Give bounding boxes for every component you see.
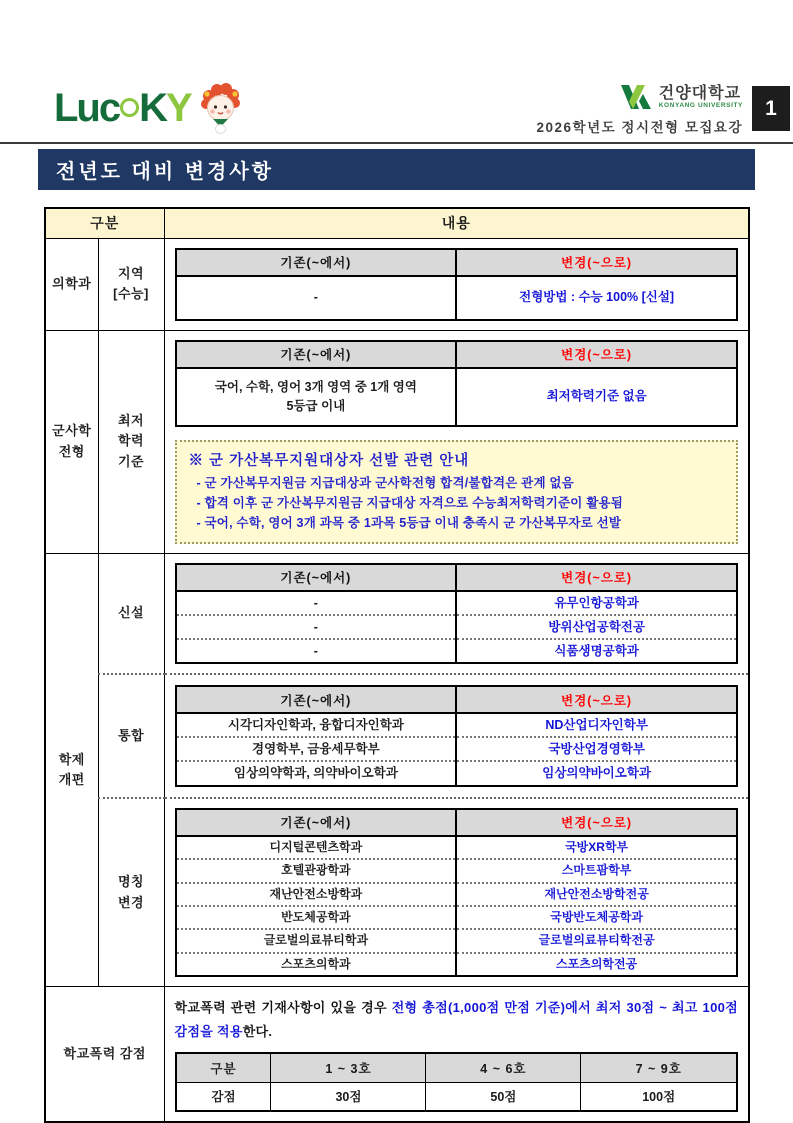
penalty-value: 100점 xyxy=(581,1082,737,1111)
military-content xyxy=(164,330,749,553)
section-title: 전년도 대비 변경사항 xyxy=(56,161,274,183)
reorg-new-content xyxy=(164,553,749,674)
cell-before: 임상의약학과, 의약바이오학과 xyxy=(176,761,457,785)
penalty-grid xyxy=(175,1052,739,1112)
medical-sub-line2: [수능] xyxy=(113,286,149,301)
page-number-badge: 1 xyxy=(752,86,790,131)
university-name-row xyxy=(537,84,743,110)
cell-before: 호텔관광학과 xyxy=(176,859,457,882)
reorg-merge-label: 통합 xyxy=(98,674,164,798)
reorg-merge-content xyxy=(164,674,749,798)
cell-after: 스포츠의학전공 xyxy=(456,953,737,976)
cell-after: 국방반도체공학과 xyxy=(456,906,737,929)
change-header-row xyxy=(176,809,738,836)
penalty-row xyxy=(45,987,749,1122)
penalty-desc-black2: 한다. xyxy=(242,1023,273,1039)
cell-before: - xyxy=(176,591,457,615)
table-row xyxy=(176,615,738,639)
cell-after: 식품생명공학과 xyxy=(456,639,737,663)
penalty-grid-header: 구분 xyxy=(176,1053,271,1082)
table-row xyxy=(176,953,738,976)
university-names xyxy=(659,85,743,110)
after-header: 변경(~으로) xyxy=(456,809,737,836)
penalty-grid-header: 4 ~ 6호 xyxy=(426,1053,581,1082)
cell-after: 국방산업경영학부 xyxy=(456,737,737,761)
before-line1: 국어, 수학, 영어 3개 영역 중 1개 영역 xyxy=(214,380,417,395)
cell-after: 글로벌의료뷰티학전공 xyxy=(456,929,737,952)
lucky-y-text: Y xyxy=(166,86,191,130)
table-row xyxy=(176,761,738,785)
table-row xyxy=(176,859,738,882)
before-header: 기존(~에서) xyxy=(176,809,457,836)
changes-table xyxy=(44,207,750,1123)
reorg-rename-content xyxy=(164,798,749,987)
cell-before: 글로벌의료뷰티학과 xyxy=(176,929,457,952)
cell-after: ND산업디자인학부 xyxy=(456,713,737,737)
lucky-logo-text xyxy=(54,86,191,130)
lucky-k-text: K xyxy=(139,86,167,130)
before-line2: 5등급 이내 xyxy=(286,398,346,413)
penalty-value: 30점 xyxy=(271,1082,426,1111)
table-row xyxy=(176,737,738,761)
penalty-content xyxy=(164,987,749,1122)
medical-change-table xyxy=(175,248,739,321)
cell-before: 재난안전소방학과 xyxy=(176,883,457,906)
university-name-en: KONYANG UNIVERSITY xyxy=(658,101,743,109)
note-title: ※ 군 가산복무지원대상자 선발 관련 안내 xyxy=(188,452,470,469)
after-header: 변경(~으로) xyxy=(456,341,737,368)
penalty-category: 학교폭력 감점 xyxy=(45,987,164,1122)
table-row xyxy=(176,713,738,737)
after-header: 변경(~으로) xyxy=(456,564,737,591)
after-header: 변경(~으로) xyxy=(456,249,737,276)
reorg-new-row xyxy=(45,553,749,674)
rename-label-line2: 변경 xyxy=(117,894,145,910)
military-sub-line3: 기준 xyxy=(117,453,145,469)
medical-sub-line1: 지역 xyxy=(117,265,145,281)
military-cat-line1: 군사학 xyxy=(52,423,92,439)
cell-after: 유무인항공학과 xyxy=(456,591,737,615)
cell-before: - xyxy=(176,276,457,320)
university-name: 건양대학교 xyxy=(658,84,742,102)
reorg-cat-line2: 개편 xyxy=(58,771,85,787)
note-line: - 군 가산복무지원금 지급대상과 군사학전형 합격/불합격은 관계 없음 xyxy=(196,475,574,490)
cell-before: 반도체공학과 xyxy=(176,906,457,929)
reorg-rename-label xyxy=(98,798,164,987)
medical-content xyxy=(164,238,749,330)
cell-after: 임상의약바이오학과 xyxy=(456,761,737,785)
penalty-grid-header: 1 ~ 3호 xyxy=(271,1053,426,1082)
cell-after: 재난안전소방학전공 xyxy=(456,883,737,906)
table-header-row xyxy=(45,208,749,238)
section-title-banner xyxy=(38,149,755,190)
table-row xyxy=(176,906,738,929)
penalty-description xyxy=(175,996,739,1043)
military-row xyxy=(45,330,749,553)
reorg-cat-line1: 학제 xyxy=(58,751,85,767)
reorg-rename-row xyxy=(45,798,749,987)
military-sub-line2: 학력 xyxy=(117,433,145,449)
document-title: 2026학년도 정시전형 모집요강 xyxy=(536,120,743,135)
change-header-row xyxy=(176,564,738,591)
main-table-wrap xyxy=(44,207,748,1123)
cell-before: 디지털콘텐츠학과 xyxy=(176,836,457,859)
lucky-ring-icon xyxy=(120,98,139,117)
note-line: - 국어, 수학, 영어 3개 과목 중 1과목 5등급 이내 충족시 군 가산복무자로 선발 xyxy=(196,515,622,530)
header-divider xyxy=(0,142,793,144)
cell-before: - xyxy=(176,639,457,663)
cell-after: 전형방법 : 수능 100% [신설] xyxy=(456,276,737,320)
cell-before: 경영학부, 금융세무학부 xyxy=(176,737,457,761)
cell-after: 방위산업공학전공 xyxy=(456,615,737,639)
cell-before: - xyxy=(176,615,457,639)
military-sub-line1: 최저 xyxy=(117,413,145,429)
merge-change-table xyxy=(175,685,739,786)
change-header-row xyxy=(176,341,738,368)
penalty-value: 50점 xyxy=(426,1082,581,1111)
header-content: 내용 xyxy=(164,208,749,238)
penalty-grid-header-row xyxy=(176,1053,738,1082)
medical-category: 의학과 xyxy=(45,238,98,330)
rename-label-line1: 명칭 xyxy=(117,874,145,890)
cell-after: 국방XR학부 xyxy=(456,836,737,859)
medical-row xyxy=(45,238,749,330)
penalty-desc-black1: 학교폭력 관련 기재사항이 있을 경우 xyxy=(174,1000,392,1016)
ky-mark-icon xyxy=(620,84,652,110)
new-change-table xyxy=(175,563,739,664)
reorg-new-label: 신설 xyxy=(98,553,164,674)
before-header: 기존(~에서) xyxy=(176,249,457,276)
lucky-logo xyxy=(54,86,243,134)
reorg-category xyxy=(45,553,98,987)
military-cat-line2: 전형 xyxy=(58,443,85,459)
change-header-row xyxy=(176,686,738,713)
medical-subcategory xyxy=(98,238,164,330)
change-header-row xyxy=(176,249,738,276)
before-header: 기존(~에서) xyxy=(176,686,457,713)
military-change-table xyxy=(175,340,739,427)
table-row xyxy=(176,276,738,320)
note-line: - 합격 이후 군 가산복무지원금 지급대상 자격으로 수능최저학력기준이 활용됨 xyxy=(196,495,624,510)
penalty-grid-header: 7 ~ 9호 xyxy=(581,1053,737,1082)
military-subcategory xyxy=(98,330,164,553)
after-header: 변경(~으로) xyxy=(456,686,737,713)
table-row xyxy=(176,639,738,663)
cell-before: 시각디자인학과, 융합디자인학과 xyxy=(176,713,457,737)
page-header xyxy=(0,84,793,140)
lucky-luc-text: Luc xyxy=(54,86,120,130)
penalty-desc-blue: 전형 총점(1,000점 만점 기준)에서 최저 30점 ~ 최고 100점 감점을 적용 xyxy=(174,1000,738,1039)
rename-change-table xyxy=(175,808,739,977)
cell-after: 최저학력기준 없음 xyxy=(456,368,737,426)
header-category: 구분 xyxy=(45,208,164,238)
table-row xyxy=(176,883,738,906)
penalty-row-label: 감점 xyxy=(176,1082,271,1111)
table-row xyxy=(176,368,738,426)
reorg-merge-row xyxy=(45,674,749,798)
military-category xyxy=(45,330,98,553)
university-logo-block xyxy=(537,84,743,136)
table-row xyxy=(176,836,738,859)
table-row xyxy=(176,929,738,952)
military-note-box xyxy=(175,440,739,544)
cell-before xyxy=(176,368,457,426)
penalty-grid-value-row xyxy=(176,1082,738,1111)
before-header: 기존(~에서) xyxy=(176,341,457,368)
before-header: 기존(~에서) xyxy=(176,564,457,591)
table-row xyxy=(176,591,738,615)
cell-before: 스포츠의학과 xyxy=(176,953,457,976)
cell-after: 스마트팜학부 xyxy=(456,859,737,882)
mascot-icon xyxy=(197,82,243,134)
